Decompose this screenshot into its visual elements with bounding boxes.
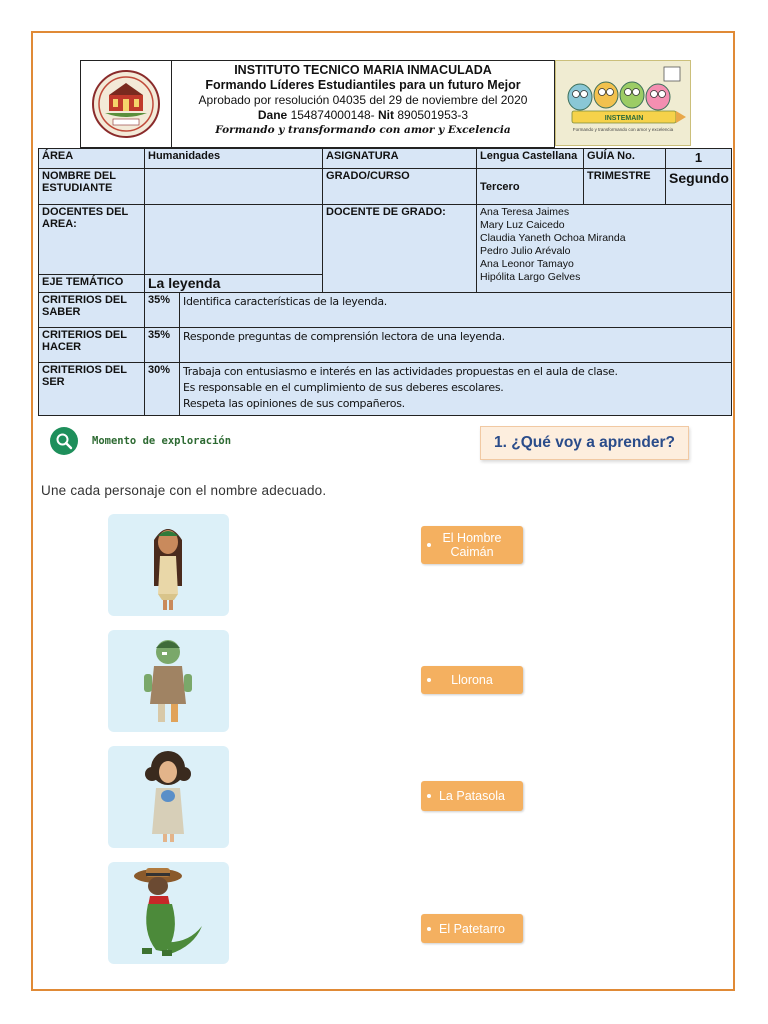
criteria-text	[180, 363, 732, 416]
logo-title: INSTEMAIN	[604, 115, 644, 122]
nit-value: 890501953-3	[397, 108, 469, 122]
character-card[interactable]	[108, 630, 229, 732]
criteria-text	[180, 328, 732, 363]
criteria-line: Trabaja con entusiasmo e interés en las actividades propuestas en el aula de clase.	[183, 365, 618, 378]
criteria-line: Responde preguntas de comprensión lectora de una leyenda.	[183, 330, 505, 343]
character-card[interactable]	[108, 862, 229, 964]
criteria-label: CRITERIOS DEL SER	[39, 363, 145, 416]
nit-label: Nit	[378, 108, 395, 122]
caiman-man-icon	[108, 862, 229, 964]
grade-value: Tercero	[477, 169, 584, 205]
bullet-icon	[427, 794, 431, 798]
criteria-percent: 30%	[145, 363, 180, 416]
name-option-label: El Patetarro	[438, 921, 505, 936]
logo-subtitle: Formando y transformando con amor y excelencia	[572, 127, 674, 132]
teacher-name: Ana Teresa Jaimes	[480, 206, 570, 218]
name-option-label: El Hombre Caimán	[442, 531, 502, 559]
term-label: TRIMESTRE	[584, 169, 666, 205]
curly-hair-woman-icon	[108, 746, 229, 848]
dane-label: Dane	[257, 108, 288, 122]
school-header	[80, 60, 555, 148]
school-seal	[80, 60, 172, 148]
criteria-label: CRITERIOS DEL HACER	[39, 328, 145, 363]
subject-label: ASIGNATURA	[323, 149, 477, 169]
name-option[interactable]	[421, 666, 523, 694]
teacher-name: Claudia Yaneth Ochoa Miranda	[480, 232, 626, 244]
name-option-label: Llorona	[451, 673, 493, 687]
area-teachers-label: DOCENTES DEL AREA:	[39, 205, 145, 275]
criteria-label: CRITERIOS DEL SABER	[39, 293, 145, 328]
student-name-field[interactable]	[145, 169, 323, 205]
school-motto: Formando Líderes Estudiantiles para un futuro Mejor	[205, 78, 521, 92]
guide-info-table	[38, 148, 732, 416]
activity-instruction: Une cada personaje con el nombre adecuado.	[41, 483, 327, 498]
guide-number-value: 1	[666, 149, 732, 169]
subject-value: Lengua Castellana	[477, 149, 584, 169]
criteria-line: Respeta las opiniones de sus compañeros.	[183, 397, 405, 410]
area-label: ÁREA	[39, 149, 145, 169]
instemain-logo	[555, 60, 691, 146]
teacher-list	[477, 205, 732, 293]
dane-value: 154874000148-	[290, 108, 375, 122]
grade-label: GRADO/CURSO	[323, 169, 477, 205]
seal-icon	[91, 69, 161, 139]
indigenous-woman-icon	[108, 514, 229, 616]
character-card[interactable]	[108, 746, 229, 848]
term-value: Segundo	[666, 169, 732, 205]
explore-moment-label: Momento de exploración	[92, 435, 232, 447]
school-info	[172, 60, 555, 148]
teacher-name: Mary Luz Caicedo	[480, 219, 565, 231]
grade-teacher-label: DOCENTE DE GRADO:	[323, 205, 477, 293]
criteria-text	[180, 293, 732, 328]
theme-label: EJE TEMÁTICO	[39, 275, 145, 293]
bullet-icon	[427, 543, 431, 547]
guide-number-label: GUÍA No.	[584, 149, 666, 169]
student-name-label: NOMBRE DEL ESTUDIANTE	[39, 169, 145, 205]
explore-badge	[50, 427, 78, 455]
name-option[interactable]	[421, 914, 523, 943]
criteria-line: Identifica características de la leyenda.	[183, 295, 387, 308]
area-value: Humanidades	[145, 149, 323, 169]
bullet-icon	[427, 678, 431, 682]
area-teachers-value	[145, 205, 323, 275]
name-option-label: La Patasola	[438, 789, 506, 803]
dane-nit-line	[172, 108, 554, 123]
teacher-name: Pedro Julio Arévalo	[480, 245, 571, 257]
approval-text: Aprobado por resolución 04035 del 29 de noviembre del 2020	[198, 93, 528, 107]
criteria-percent: 35%	[145, 293, 180, 328]
zombie-man-icon	[108, 630, 229, 732]
bullet-icon	[427, 927, 431, 931]
school-slogan: Formando y transformando con amor y Excelencia	[215, 124, 511, 136]
learn-title-box: 1. ¿Qué voy a aprender?	[480, 426, 689, 460]
teacher-name: Hipólita Largo Gelves	[480, 271, 581, 283]
theme-value: La leyenda	[145, 275, 323, 293]
owls-icon	[556, 61, 690, 145]
teacher-name: Ana Leonor Tamayo	[480, 258, 574, 270]
school-name: INSTITUTO TECNICO MARIA INMACULADA	[234, 63, 492, 77]
name-option[interactable]	[421, 781, 523, 811]
magnifier-icon	[55, 432, 73, 450]
character-card[interactable]	[108, 514, 229, 616]
name-option[interactable]	[421, 526, 523, 564]
criteria-percent: 35%	[145, 328, 180, 363]
criteria-line: Es responsable en el cumplimiento de sus deberes escolares.	[183, 381, 504, 394]
